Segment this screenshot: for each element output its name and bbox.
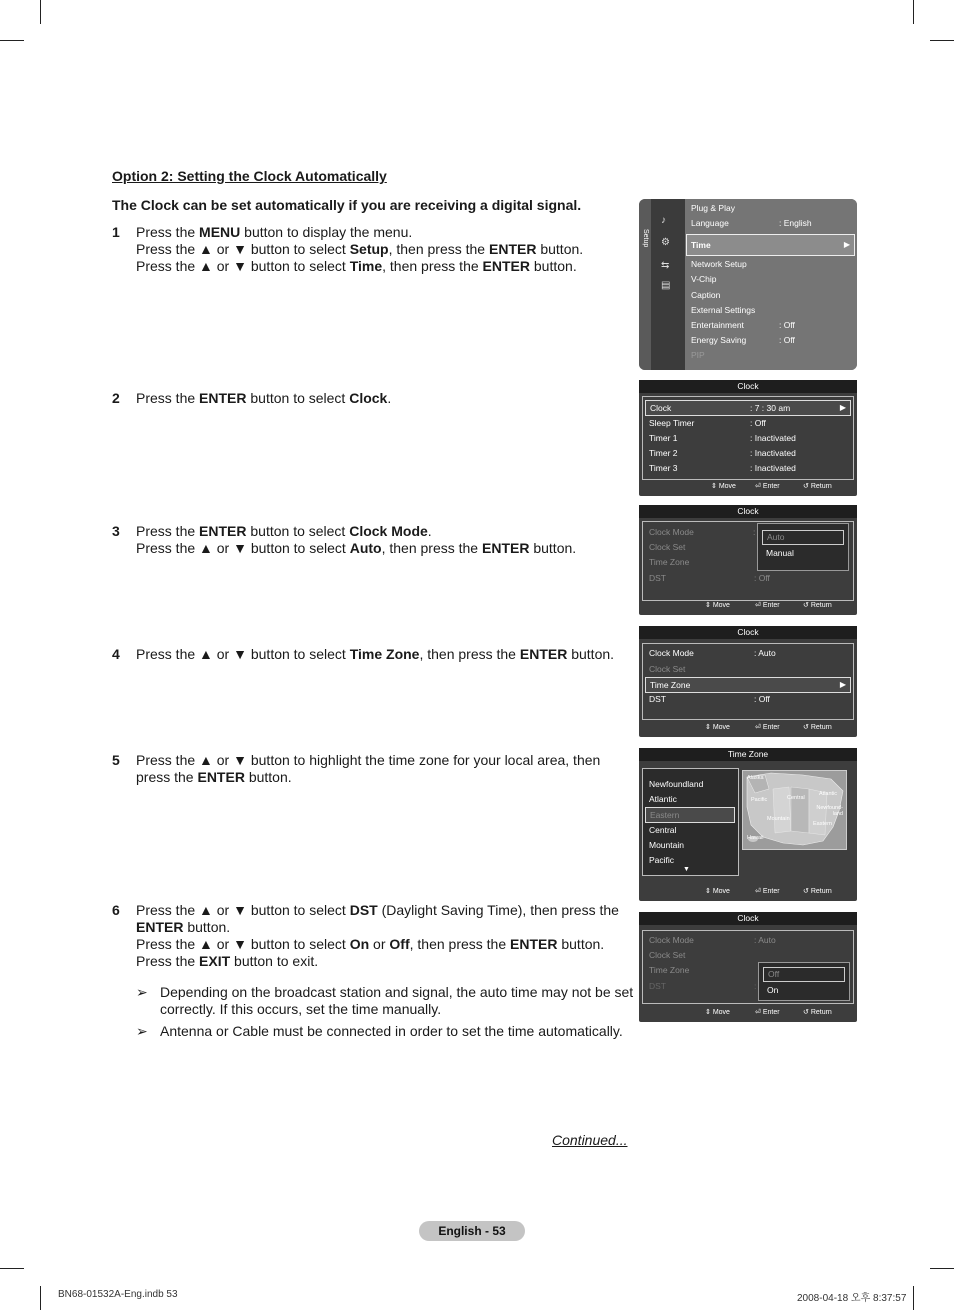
step-text: or (369, 936, 390, 952)
menu-item-external-settings[interactable]: External Settings (691, 305, 756, 315)
submenu-arrow-icon: ▶ (843, 240, 850, 249)
note-text: Depending on the broadcast station and signal, the auto time may not be set correctly. If this occurs, set the time manually. (160, 984, 634, 1017)
enter-hint: ⏎ Enter (755, 602, 780, 609)
footer-timestamp: 2008-04-18 오후 8:37:57 (797, 1293, 907, 1304)
step-text: button. (536, 241, 584, 257)
step-body (136, 523, 576, 557)
option-on[interactable]: On (767, 985, 779, 995)
step-keyword: ENTER (199, 523, 247, 539)
menu-item-network-setup[interactable]: Network Setup (691, 259, 747, 269)
step-line (136, 390, 391, 407)
step-keyword: Time (349, 258, 383, 274)
step-text: , then press the (388, 241, 489, 257)
step (112, 390, 391, 407)
step-line (136, 752, 600, 769)
step (112, 523, 576, 557)
step-keyword: ENTER (482, 540, 530, 556)
step-number: 4 (112, 646, 120, 662)
map-label-newfoundland: Newfound-land (816, 805, 843, 817)
step-text: (Daylight Saving Time), then press the (377, 902, 619, 918)
option-manual[interactable]: Manual (766, 548, 794, 558)
enter-hint: ⏎ Enter (755, 483, 780, 490)
timer1-row[interactable]: Timer 1 : Inactivated (649, 433, 796, 443)
submenu-arrow-icon: ▶ (839, 403, 846, 412)
clock-mode-row[interactable]: Clock Mode : (649, 527, 756, 537)
step (112, 752, 600, 786)
crop-mark (930, 1268, 954, 1269)
osd-footer (639, 601, 857, 613)
clock-row[interactable]: Clock : 7 : 30 am ▶ (645, 400, 851, 416)
osd-title: Clock (639, 912, 857, 925)
osd-title: Clock (639, 505, 857, 518)
crop-mark (0, 40, 24, 41)
clock-set-row[interactable]: Clock Set (649, 542, 686, 552)
dst-popup (758, 962, 850, 1001)
step-text: press the (136, 769, 198, 785)
osd-title: Time Zone (639, 748, 857, 761)
step-text: , then press the (382, 258, 483, 274)
step-text: Press the (136, 953, 200, 969)
clock-dst-screen (639, 912, 857, 1022)
menu-item-plug-play[interactable]: Plug & Play (691, 203, 735, 213)
step (112, 224, 583, 275)
step-text: Press the ▲ or ▼ button to select (136, 258, 350, 274)
step-keyword: ENTER (482, 258, 530, 274)
move-hint: ⇕ Move (705, 724, 730, 731)
step-text: Press the ▲ or ▼ button to select (136, 540, 350, 556)
enter-hint: ⏎ Enter (755, 888, 780, 895)
step-keyword: ENTER (519, 646, 568, 662)
zone-item-atlantic[interactable]: Atlantic (649, 794, 677, 804)
menu-item-v-chip[interactable]: V-Chip (691, 274, 717, 284)
step-keyword: MENU (199, 224, 241, 240)
menu-icon-column (651, 199, 685, 370)
crop-mark (913, 0, 914, 24)
setup-gear-icon: ⚙ (661, 237, 670, 248)
note-arrow-icon: ➢ (136, 1023, 148, 1039)
crop-mark (0, 1268, 24, 1269)
clock-set-row[interactable]: Clock Set (649, 664, 686, 674)
step-text: button to display the menu. (240, 224, 413, 240)
step-text: button. (567, 646, 615, 662)
step-text: button to select (246, 523, 350, 539)
osd-footer (639, 723, 857, 735)
crop-mark (913, 1286, 914, 1310)
menu-item-energy-saving[interactable]: Energy Saving : Off (691, 335, 795, 345)
return-hint: ↺ Return (803, 483, 832, 490)
time-zone-row[interactable]: Time Zone (649, 965, 690, 975)
step-text: button. (530, 258, 577, 274)
step-text: button. (244, 769, 292, 785)
step-number: 5 (112, 752, 120, 768)
step-text: Press the (136, 523, 200, 539)
return-hint: ↺ Return (803, 1009, 832, 1016)
osd-footer (639, 482, 857, 494)
clock-set-row[interactable]: Clock Set (649, 950, 686, 960)
clock-mode-row[interactable]: Clock Mode : Auto (649, 935, 776, 945)
setup-side-label: Setup (642, 229, 649, 248)
zone-item-eastern[interactable]: Eastern (645, 807, 735, 823)
step-keyword: ENTER (199, 390, 247, 406)
clock-mode-popup (757, 523, 849, 571)
step-text: , then press the (419, 646, 520, 662)
setup-menu-list (685, 199, 857, 370)
step-text: Press the ▲ or ▼ button to select (136, 902, 350, 918)
zone-item-central[interactable]: Central (649, 825, 677, 835)
page-number: English - 53 (419, 1221, 525, 1241)
timer2-row[interactable]: Timer 2 : Inactivated (649, 448, 796, 458)
timer3-row[interactable]: Timer 3 : Inactivated (649, 463, 796, 473)
setup-menu-screen (639, 199, 857, 370)
zone-item-newfoundland[interactable]: Newfoundland (649, 779, 704, 789)
step-line (136, 523, 576, 540)
step-keyword: Setup (349, 241, 389, 257)
step-text: button. (183, 919, 231, 935)
note-text: Antenna or Cable must be connected in order to set the time automatically. (160, 1023, 623, 1039)
osd-title: Clock (639, 626, 857, 639)
step-text: Press the (136, 224, 200, 240)
step-line (136, 953, 619, 970)
sound-icon: ♪ (661, 215, 666, 226)
step-text: . (387, 390, 392, 406)
step-line (136, 902, 619, 919)
step-body (136, 752, 600, 786)
step-text: button to exit. (230, 953, 319, 969)
note (136, 1023, 636, 1040)
move-hint: ⇕ Move (711, 483, 736, 490)
crop-mark (40, 1286, 41, 1310)
menu-item-entertainment[interactable]: Entertainment : Off (691, 320, 795, 330)
footer-file: BN68-01532A-Eng.indb 53 (58, 1289, 178, 1300)
return-hint: ↺ Return (803, 888, 832, 895)
map-label-central: Central (787, 795, 805, 801)
time-zone-row[interactable]: Time Zone ▶ (645, 677, 851, 693)
clock-mode-screen (639, 505, 857, 615)
section-heading: Option 2: Setting the Clock Automatically (112, 168, 387, 184)
crop-mark (930, 40, 954, 41)
option-off[interactable]: Off (763, 967, 845, 982)
step-line (136, 241, 583, 258)
clock-timezone-select-screen (639, 626, 857, 737)
map-label-hawaii: Hawaii (747, 835, 764, 841)
step-text: Press the ▲ or ▼ button to select (136, 646, 350, 662)
step-keyword: Time Zone (349, 646, 420, 662)
step-text: Press the ▲ or ▼ button to select (136, 936, 350, 952)
menu-item-caption[interactable]: Caption (691, 290, 721, 300)
step-keyword: ENTER (489, 241, 537, 257)
step-number: 2 (112, 390, 120, 406)
map-label-pacific: Pacific (751, 797, 768, 803)
scroll-down-icon[interactable]: ▼ (683, 866, 690, 873)
step-line (136, 919, 619, 936)
submenu-arrow-icon: ▶ (839, 680, 846, 689)
step-number: 3 (112, 523, 120, 539)
step-line (136, 224, 583, 241)
step-text: , then press the (409, 936, 511, 952)
step-keyword: On (349, 936, 370, 952)
osd-footer (639, 1008, 857, 1020)
dst-row[interactable]: DST : Off (649, 573, 770, 583)
note (136, 984, 636, 1018)
return-hint: ↺ Return (803, 602, 832, 609)
setup-side-strip (639, 199, 651, 370)
step-keyword: Off (389, 936, 410, 952)
sleep-timer-row[interactable]: Sleep Timer : Off (649, 418, 766, 428)
move-hint: ⇕ Move (705, 888, 730, 895)
osd-title: Clock (639, 380, 857, 393)
return-hint: ↺ Return (803, 724, 832, 731)
menu-item-language[interactable]: Language : English (691, 218, 812, 228)
step-keyword: ENTER (510, 936, 558, 952)
step-keyword: DST (349, 902, 378, 918)
step-text: , then press the (381, 540, 482, 556)
step-line (136, 936, 619, 953)
step-line (136, 769, 600, 786)
time-zone-row[interactable]: Time Zone (649, 557, 690, 567)
step-keyword: EXIT (199, 953, 231, 969)
step-text: Press the (136, 390, 200, 406)
clock-mode-row[interactable]: Clock Mode : Auto (649, 648, 776, 658)
step-keyword: Clock Mode (349, 523, 428, 539)
step-body (136, 902, 619, 970)
option-auto[interactable]: Auto (762, 530, 844, 545)
step-keyword: ENTER (136, 919, 184, 935)
map-label-atlantic: Atlantic (819, 791, 838, 797)
step-keyword: ENTER (197, 769, 245, 785)
move-hint: ⇕ Move (705, 1009, 730, 1016)
step-keyword: Clock (349, 390, 388, 406)
zone-item-pacific[interactable]: Pacific (649, 855, 675, 865)
input-icon: ⇆ (661, 260, 670, 271)
continued-label: Continued... (552, 1132, 628, 1148)
dst-row[interactable]: DST : Off (649, 694, 770, 704)
crop-mark (40, 0, 41, 24)
zone-item-mountain[interactable]: Mountain (649, 840, 684, 850)
step (112, 902, 619, 970)
move-hint: ⇕ Move (705, 602, 730, 609)
step (112, 646, 614, 663)
step-body (136, 390, 391, 407)
time-zone-map (742, 770, 847, 850)
step-text: Press the ▲ or ▼ button to highlight the time zone for your local area, then (136, 752, 601, 768)
step-body (136, 224, 583, 275)
step-text: button. (529, 540, 577, 556)
osd-footer (639, 887, 857, 899)
step-number: 1 (112, 224, 120, 240)
enter-hint: ⏎ Enter (755, 1009, 780, 1016)
step-text: button. (557, 936, 605, 952)
clock-screen (639, 380, 857, 496)
menu-item-time[interactable]: Time ▶ (686, 234, 855, 256)
step-text: Press the ▲ or ▼ button to select (136, 241, 350, 257)
map-label-mountain: Mountain (767, 816, 790, 822)
note-arrow-icon: ➢ (136, 984, 148, 1000)
map-label-alaska: Alaska (747, 775, 764, 781)
step-body (136, 646, 614, 663)
step-line (136, 540, 576, 557)
step-line (136, 258, 583, 275)
intro-text: The Clock can be set automatically if you are receiving a digital signal. (112, 197, 582, 213)
step-keyword: Auto (349, 540, 382, 556)
step-line (136, 646, 614, 663)
step-text: . (427, 523, 432, 539)
step-number: 6 (112, 902, 120, 918)
dst-row[interactable]: DST : (649, 981, 757, 991)
application-icon: ▤ (661, 280, 671, 291)
menu-item-pip: PIP (691, 350, 705, 360)
step-text: button to select (246, 390, 350, 406)
map-label-eastern: Eastern (813, 821, 832, 827)
enter-hint: ⏎ Enter (755, 724, 780, 731)
